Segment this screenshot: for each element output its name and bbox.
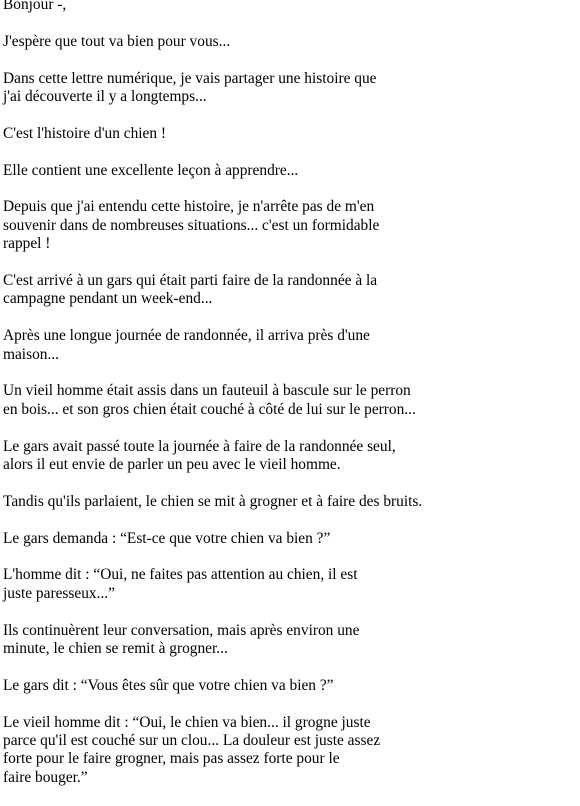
text-line: Le vieil homme dit : “Oui, le chien va bien... il grogne juste (3, 713, 371, 731)
text-line: Bonjour -, (3, 0, 67, 13)
text-line: Ils continuèrent leur conversation, mais après environ une (3, 621, 360, 639)
text-line: juste paresseux...” (3, 584, 115, 602)
paragraph (3, 33, 577, 51)
text-line: C'est arrivé à un gars qui était parti faire de la randonnée à la (3, 272, 378, 289)
paragraph (3, 125, 577, 143)
text-line: Dans cette lettre numérique, je vais partager une histoire que (3, 69, 377, 87)
text-line: forte pour le faire grogner, mais pas assez forte pour le (3, 750, 340, 768)
text-line: campagne pendant un week-end... (3, 290, 213, 308)
paragraph (3, 272, 577, 309)
paragraph (3, 677, 577, 695)
text-line: C'est l'histoire d'un chien ! (3, 124, 167, 142)
paragraph (3, 198, 577, 253)
text-line: Le gars dit : “Vous êtes sûr que votre chien va bien ?” (3, 676, 334, 694)
paragraph (3, 327, 577, 364)
greeting-paragraph (3, 0, 577, 14)
text-line: j'ai découverte il y a longtemps... (3, 88, 207, 105)
text-line: Le gars avait passé toute la journée à faire de la randonnée seul, (3, 437, 396, 455)
text-line: maison... (3, 345, 60, 363)
paragraph (3, 493, 577, 511)
text-line: en bois... et son gros chien était couché à côté de lui sur le perron... (3, 400, 416, 418)
text-line: Le gars demanda : “Est-ce que votre chien va bien ?” (3, 529, 331, 547)
paragraph (3, 714, 577, 788)
paragraph (3, 622, 577, 659)
text-line: minute, le chien se remit à grogner... (3, 640, 228, 658)
paragraph (3, 438, 577, 475)
text-line: faire bouger.” (3, 768, 88, 786)
text-line: Après une longue journée de randonnée, il arriva près d'une (3, 327, 370, 345)
text-line: rappel ! (3, 235, 51, 253)
paragraph (3, 70, 577, 107)
letter-body (3, 0, 577, 806)
text-line: souvenir dans de nombreuses situations... c'est un formidable (3, 216, 380, 234)
paragraph (3, 162, 577, 180)
paragraph (3, 566, 577, 603)
text-line: J'espère que tout va bien pour vous... (3, 32, 231, 50)
text-line: Un vieil homme était assis dans un fauteuil à bascule sur le perron (3, 382, 411, 400)
text-line: Tandis qu'ils parlaient, le chien se mit à grogner et à faire des bruits. (3, 492, 423, 510)
text-line: Elle contient une excellente leçon à apprendre... (3, 161, 299, 179)
text-line: L'homme dit : “Oui, ne faites pas attention au chien, il est (3, 566, 358, 584)
text-line: parce qu'il est couché sur un clou... La douleur est juste assez (3, 732, 381, 750)
text-line: alors il eut envie de parler un peu avec le vieil homme. (3, 456, 341, 474)
paragraph (3, 530, 577, 548)
text-line: Depuis que j'ai entendu cette histoire, je n'arrête pas de m'en (3, 198, 375, 216)
paragraph (3, 382, 577, 419)
